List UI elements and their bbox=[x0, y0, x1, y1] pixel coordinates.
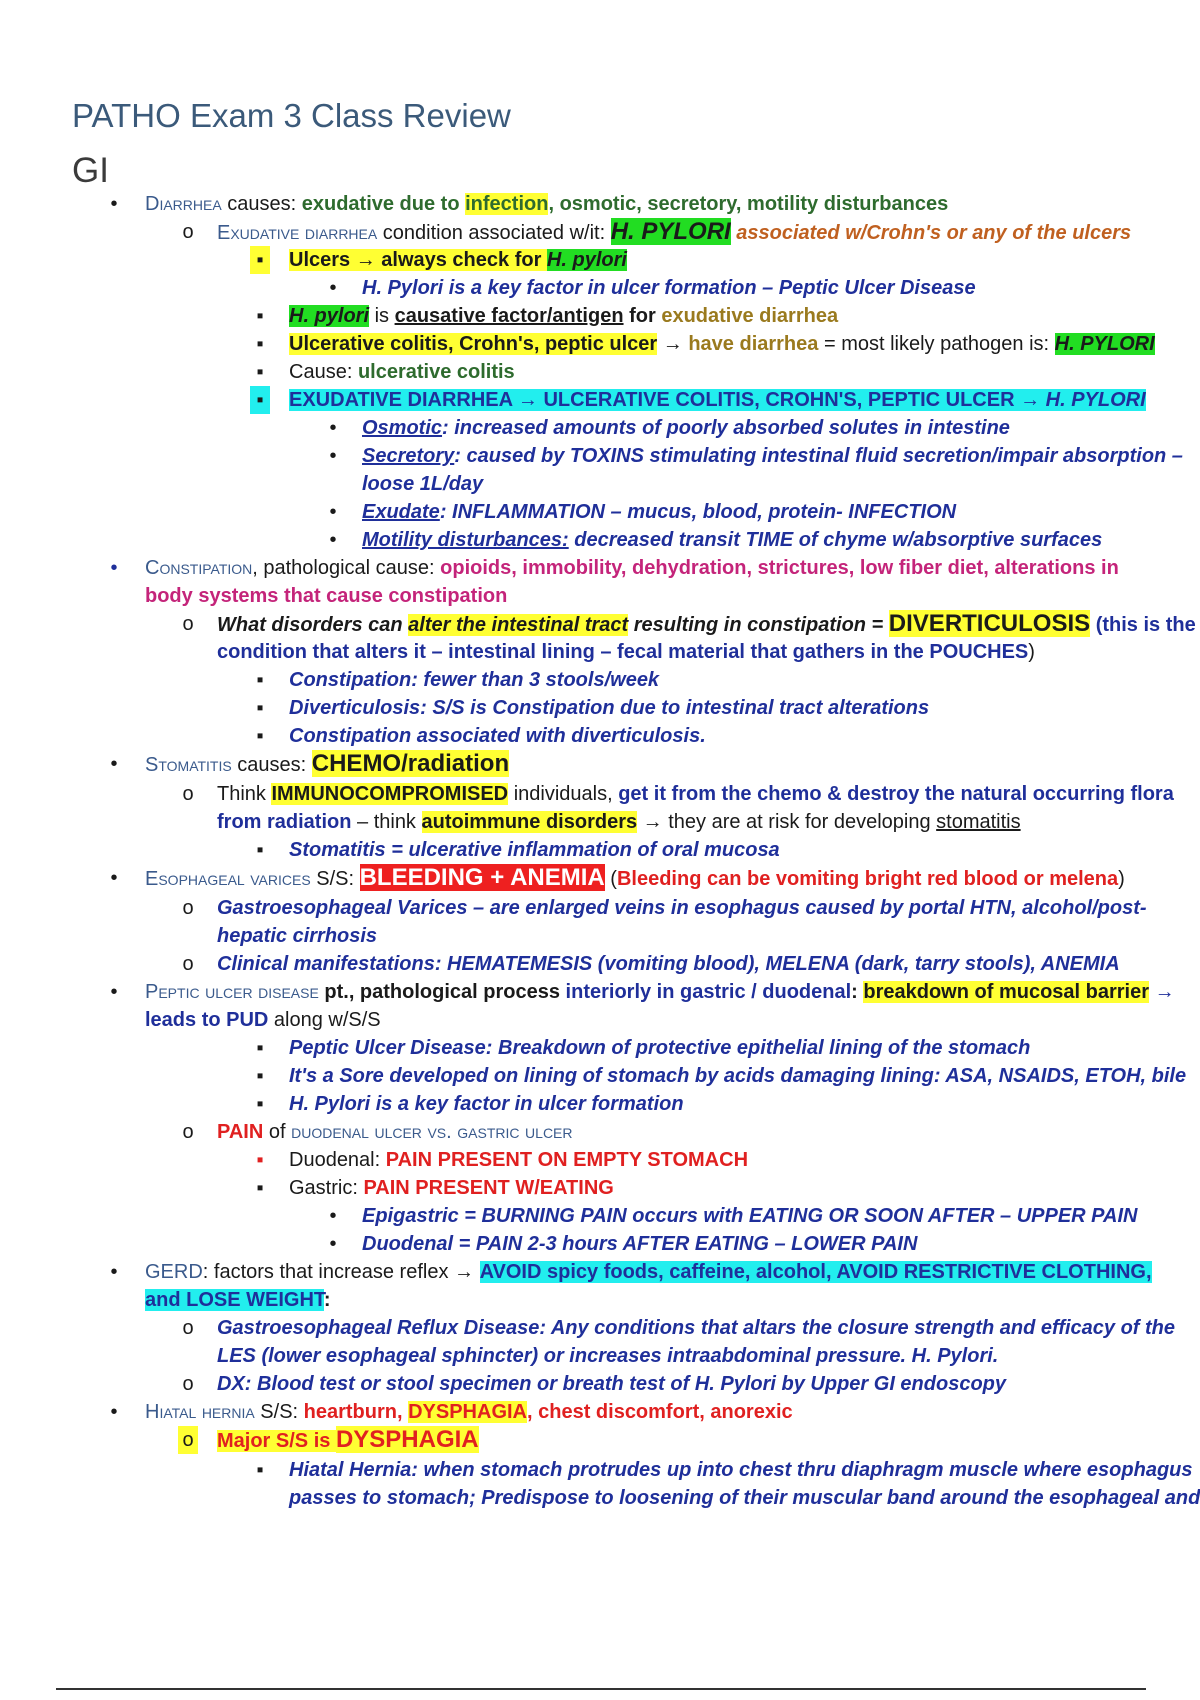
text-run: Bleeding can be vomiting bright red blood or melena bbox=[616, 868, 1119, 890]
text-run: H. pylori bbox=[546, 249, 627, 271]
note-line-continuation bbox=[0, 470, 1200, 498]
text-run: hepatic cirrhosis bbox=[217, 925, 378, 947]
text-run: : factors that increase reflex → bbox=[202, 1261, 480, 1283]
note-text bbox=[289, 1146, 748, 1174]
text-run: CHEMO/radiation bbox=[311, 750, 510, 777]
text-run: EXUDATIVE DIARRHEA → ULCERATIVE COLITIS, CROHN'S, PEPTIC ULCER → bbox=[289, 389, 1046, 411]
text-run: , osmotic, secretory, motility disturbances bbox=[548, 193, 949, 215]
text-run: , pathological cause: bbox=[252, 557, 441, 579]
text-run: IMMUNOCOMPROMISED bbox=[271, 783, 509, 805]
text-run: causes: bbox=[231, 754, 312, 776]
bullet-marker: ▪ bbox=[256, 1459, 264, 1481]
text-run: heartburn, bbox=[303, 1401, 409, 1423]
note-line bbox=[0, 274, 1200, 302]
document-title: PATHO Exam 3 Class Review bbox=[72, 97, 511, 134]
text-run: : caused by TOXINS stimulating intestinal fluid secretion/impair absorption – bbox=[454, 445, 1183, 467]
note-line bbox=[0, 246, 1200, 274]
text-run: – think bbox=[351, 811, 422, 833]
bullet-marker: • bbox=[110, 557, 118, 579]
text-run: breakdown of mucosal barrier bbox=[863, 981, 1150, 1003]
notes-list bbox=[0, 190, 1200, 1512]
note-text bbox=[289, 1456, 1193, 1484]
bullet-marker: ▪ bbox=[256, 1149, 264, 1171]
note-text bbox=[217, 1426, 479, 1455]
note-text bbox=[145, 1286, 331, 1314]
note-line-continuation bbox=[0, 1484, 1200, 1512]
footer-divider bbox=[56, 1688, 1146, 1690]
bullet-marker: ▪ bbox=[256, 1065, 264, 1087]
bullet-marker: ▪ bbox=[256, 697, 264, 719]
note-text bbox=[145, 1398, 793, 1426]
bullet-marker: ▪ bbox=[250, 246, 270, 274]
text-run: S/S: bbox=[254, 1401, 304, 1423]
note-line-continuation bbox=[0, 1342, 1200, 1370]
text-run: DIVERTICULOSIS bbox=[888, 610, 1091, 637]
note-text bbox=[362, 274, 976, 302]
note-line bbox=[0, 498, 1200, 526]
text-run: → bbox=[1149, 981, 1175, 1003]
note-text bbox=[217, 638, 1035, 666]
text-run: causative factor/antigen bbox=[394, 305, 624, 327]
text-run: : INFLAMMATION – mucus, blood, protein- INFECTION bbox=[439, 501, 957, 523]
note-text bbox=[362, 1230, 917, 1258]
bullet-marker: • bbox=[329, 445, 337, 467]
text-run: It's a Sore developed on lining of stomach by acids damaging lining: ASA, NSAIDS, ETOH, bile bbox=[289, 1065, 1187, 1087]
text-run: condition associated w/it: bbox=[377, 222, 611, 244]
note-text bbox=[289, 330, 1155, 358]
note-text bbox=[217, 1370, 1006, 1398]
bullet-marker: o bbox=[182, 783, 194, 805]
text-run: opioids, immobility, dehydration, strictures, low fiber diet, alterations in bbox=[440, 557, 1119, 579]
text-run: resulting in constipation = bbox=[628, 614, 889, 636]
text-run: pt., pathological process bbox=[318, 981, 566, 1003]
note-text bbox=[217, 894, 1147, 922]
text-run: Exudate bbox=[362, 501, 440, 523]
text-run: LES (lower esophageal sphincter) or increases intraabdominal pressure. H. Pylori. bbox=[217, 1345, 999, 1367]
note-text bbox=[289, 694, 929, 722]
note-line-continuation bbox=[0, 1286, 1200, 1314]
note-line-continuation bbox=[0, 638, 1200, 666]
text-run: PAIN PRESENT ON EMPTY STOMACH bbox=[385, 1149, 749, 1171]
note-line bbox=[0, 1456, 1200, 1484]
text-run: Secretory bbox=[362, 445, 455, 467]
text-run: loose 1L/day bbox=[362, 473, 484, 495]
text-run: DYSPHAGIA bbox=[335, 1426, 479, 1453]
note-line bbox=[0, 218, 1200, 246]
text-run: condition that alters it – intestinal lining – fecal material that gathers in the POUCHES bbox=[217, 641, 1029, 663]
note-text bbox=[145, 582, 507, 610]
note-line bbox=[0, 1230, 1200, 1258]
bullet-marker: ▪ bbox=[256, 1037, 264, 1059]
text-run: along w/S/S bbox=[268, 1009, 381, 1031]
note-text bbox=[289, 1090, 684, 1118]
note-text bbox=[289, 666, 659, 694]
note-text bbox=[362, 526, 1102, 554]
text-run: interiorly in gastric / duodenal bbox=[565, 981, 852, 1003]
note-text bbox=[217, 808, 1021, 836]
text-run: Hiatal hernia bbox=[145, 1401, 255, 1423]
text-run: Think bbox=[217, 783, 272, 805]
text-run: Constipation bbox=[145, 557, 253, 579]
text-run: ulcerative colitis bbox=[357, 361, 515, 383]
note-line bbox=[0, 1034, 1200, 1062]
note-text bbox=[289, 836, 780, 864]
bullet-marker: o bbox=[178, 1426, 198, 1454]
note-line bbox=[0, 610, 1200, 638]
bullet-marker: ▪ bbox=[256, 1093, 264, 1115]
text-run: exudative diarrhea bbox=[661, 305, 839, 327]
text-run: associated w/Crohn's or any of the ulcers bbox=[730, 222, 1132, 244]
text-run: causes: bbox=[221, 193, 302, 215]
bullet-marker: • bbox=[110, 193, 118, 215]
note-text bbox=[289, 302, 838, 330]
note-text bbox=[217, 950, 1120, 978]
note-text bbox=[145, 1006, 381, 1034]
text-run: H. PYLORI bbox=[1054, 333, 1155, 355]
text-run: Ulcers → always check for bbox=[289, 249, 547, 271]
section-heading-gi: GI bbox=[72, 151, 109, 190]
text-run: from radiation bbox=[217, 811, 352, 833]
bullet-marker: • bbox=[329, 501, 337, 523]
note-text bbox=[289, 358, 515, 386]
text-run: Stomatitis bbox=[145, 754, 232, 776]
bullet-marker: ▪ bbox=[256, 839, 264, 861]
text-run: Motility disturbances: bbox=[362, 529, 569, 551]
text-run: of bbox=[263, 1121, 292, 1143]
bullet-marker: ▪ bbox=[256, 725, 264, 747]
text-run: Ulcerative colitis, Crohn's, peptic ulcer bbox=[289, 333, 658, 355]
text-run: Stomatitis = ulcerative inflammation of oral mucosa bbox=[289, 839, 780, 861]
text-run: H. Pylori is a key factor in ulcer formation – Peptic Ulcer Disease bbox=[362, 277, 976, 299]
note-text bbox=[217, 1314, 1175, 1342]
text-run: Gastroesophageal Varices – are enlarged veins in esophagus caused by portal HTN, alcohol/post- bbox=[217, 897, 1147, 919]
text-run: Peptic ulcer disease bbox=[145, 981, 319, 1003]
text-run: Constipation: fewer than 3 stools/week bbox=[289, 669, 660, 691]
note-line bbox=[0, 1398, 1200, 1426]
text-run: GERD bbox=[145, 1261, 203, 1283]
text-run: = most likely pathogen is: bbox=[818, 333, 1055, 355]
note-line bbox=[0, 666, 1200, 694]
bullet-marker: o bbox=[182, 953, 194, 975]
text-run: Clinical manifestations: HEMATEMESIS (vomiting blood), MELENA (dark, tarry stools), ANEMIA bbox=[217, 953, 1120, 975]
bullet-marker: o bbox=[182, 613, 194, 635]
note-line bbox=[0, 1146, 1200, 1174]
text-run: What disorders can bbox=[217, 614, 409, 636]
note-text bbox=[145, 190, 948, 218]
note-text bbox=[362, 442, 1183, 470]
note-text bbox=[145, 978, 1175, 1006]
note-line bbox=[0, 1118, 1200, 1146]
text-run: is bbox=[369, 305, 395, 327]
text-run: : bbox=[323, 1289, 331, 1311]
text-run: → bbox=[657, 333, 689, 355]
bullet-marker: ▪ bbox=[256, 669, 264, 691]
text-run: ) bbox=[1118, 868, 1125, 890]
text-run: DYSPHAGIA bbox=[408, 1401, 527, 1423]
bullet-marker: • bbox=[110, 1401, 118, 1423]
text-run: stomatitis bbox=[936, 811, 1021, 833]
text-run: and LOSE WEIGHT bbox=[145, 1289, 324, 1311]
text-run: Gastric: bbox=[289, 1177, 364, 1199]
text-run: Peptic Ulcer Disease: Breakdown of protective epithelial lining of the stomach bbox=[289, 1037, 1031, 1059]
text-run: (this is the bbox=[1090, 614, 1196, 636]
note-text bbox=[217, 610, 1196, 639]
note-text bbox=[289, 386, 1146, 414]
note-line-continuation bbox=[0, 582, 1200, 610]
bullet-marker: ▪ bbox=[250, 386, 270, 414]
note-text bbox=[217, 922, 377, 950]
text-run: BLEEDING + ANEMIA bbox=[359, 864, 605, 891]
text-run: duodenal ulcer vs. gastric ulcer bbox=[291, 1121, 573, 1143]
text-run: Epigastric = BURNING PAIN occurs with EATING OR SOON AFTER – UPPER PAIN bbox=[362, 1205, 1138, 1227]
text-run: ( bbox=[604, 868, 617, 890]
note-line bbox=[0, 358, 1200, 386]
text-run: Exudative diarrhea bbox=[217, 222, 378, 244]
text-run: alter the intestinal tract bbox=[408, 614, 629, 636]
text-run: individuals, bbox=[508, 783, 619, 805]
bullet-marker: o bbox=[182, 1121, 194, 1143]
text-run: : bbox=[851, 981, 864, 1003]
note-line bbox=[0, 894, 1200, 922]
note-text bbox=[217, 1118, 573, 1146]
bullet-marker: • bbox=[110, 753, 118, 775]
note-text bbox=[289, 246, 627, 274]
text-run: decreased transit TIME of chyme w/absorptive surfaces bbox=[568, 529, 1103, 551]
bullet-marker: ▪ bbox=[256, 305, 264, 327]
note-line bbox=[0, 750, 1200, 780]
note-text bbox=[362, 1202, 1137, 1230]
text-run: DX: Blood test or stool specimen or breath test of H. Pylori by Upper GI endoscopy bbox=[217, 1373, 1007, 1395]
note-line bbox=[0, 694, 1200, 722]
note-line bbox=[0, 950, 1200, 978]
text-run: Esophageal varices bbox=[145, 868, 311, 890]
note-line bbox=[0, 386, 1200, 414]
text-run: PAIN PRESENT W/EATING bbox=[363, 1177, 614, 1199]
note-line-continuation bbox=[0, 808, 1200, 836]
text-run: autoimmune disorders bbox=[421, 811, 638, 833]
text-run: Duodenal: bbox=[289, 1149, 386, 1171]
text-run: Diarrhea bbox=[145, 193, 222, 215]
text-run: Osmotic bbox=[362, 417, 443, 439]
text-run: for bbox=[623, 305, 662, 327]
text-run: AVOID spicy foods, caffeine, alcohol, AVOID RESTRICTIVE CLOTHING, bbox=[479, 1261, 1152, 1283]
note-line bbox=[0, 780, 1200, 808]
text-run: have diarrhea bbox=[688, 333, 819, 355]
note-text bbox=[145, 554, 1119, 582]
note-text bbox=[362, 414, 1010, 442]
text-run: PAIN bbox=[217, 1121, 264, 1143]
note-text bbox=[289, 1484, 1200, 1512]
bullet-marker: • bbox=[329, 1233, 337, 1255]
bullet-marker: o bbox=[182, 221, 194, 243]
bullet-marker: o bbox=[182, 1317, 194, 1339]
note-line bbox=[0, 442, 1200, 470]
text-run: S/S: bbox=[310, 868, 360, 890]
text-run: leads to PUD bbox=[145, 1009, 269, 1031]
note-line bbox=[0, 1258, 1200, 1286]
note-line bbox=[0, 1174, 1200, 1202]
text-run: H. PYLORI bbox=[1045, 389, 1146, 411]
note-line bbox=[0, 414, 1200, 442]
text-run: H. Pylori is a key factor in ulcer formation bbox=[289, 1093, 684, 1115]
bullet-marker: ▪ bbox=[256, 333, 264, 355]
note-line bbox=[0, 302, 1200, 330]
bullet-marker: • bbox=[329, 529, 337, 551]
text-run: Hiatal Hernia: when stomach protrudes up into chest thru diaphragm muscle where esophagus bbox=[289, 1459, 1193, 1481]
bullet-marker: o bbox=[182, 1373, 194, 1395]
note-text bbox=[362, 470, 483, 498]
note-line-continuation bbox=[0, 1006, 1200, 1034]
bullet-marker: • bbox=[329, 1205, 337, 1227]
note-text bbox=[217, 1342, 998, 1370]
note-text bbox=[145, 864, 1125, 893]
bullet-marker: • bbox=[329, 417, 337, 439]
note-line bbox=[0, 1202, 1200, 1230]
note-text bbox=[289, 722, 706, 750]
note-line bbox=[0, 554, 1200, 582]
bullet-marker: o bbox=[182, 897, 194, 919]
text-run: Diverticulosis: S/S is Constipation due to intestinal tract alterations bbox=[289, 697, 930, 719]
note-line bbox=[0, 526, 1200, 554]
text-run: get it from the chemo & destroy the natural occurring flora bbox=[618, 783, 1174, 805]
note-line bbox=[0, 722, 1200, 750]
bullet-marker: • bbox=[110, 1261, 118, 1283]
bullet-marker: • bbox=[110, 981, 118, 1003]
note-line bbox=[0, 1314, 1200, 1342]
note-text bbox=[217, 780, 1174, 808]
text-run: → they are at risk for developing bbox=[637, 811, 937, 833]
note-line bbox=[0, 836, 1200, 864]
text-run: Major S/S is bbox=[217, 1430, 336, 1452]
text-run: ) bbox=[1028, 641, 1035, 663]
note-text bbox=[289, 1034, 1030, 1062]
text-run: Duodenal = PAIN 2-3 hours AFTER EATING – LOWER PAIN bbox=[362, 1233, 918, 1255]
note-line bbox=[0, 330, 1200, 358]
note-text bbox=[217, 218, 1131, 247]
note-line bbox=[0, 1090, 1200, 1118]
note-text bbox=[289, 1062, 1186, 1090]
text-run: , chest discomfort, anorexic bbox=[527, 1401, 793, 1423]
note-line bbox=[0, 190, 1200, 218]
note-line bbox=[0, 1062, 1200, 1090]
text-run: : increased amounts of poorly absorbed solutes in intestine bbox=[442, 417, 1010, 439]
text-run: Gastroesophageal Reflux Disease: Any conditions that altars the closure strength and efficacy of the bbox=[217, 1317, 1176, 1339]
bullet-marker: ▪ bbox=[256, 1177, 264, 1199]
note-text bbox=[289, 1174, 614, 1202]
note-line bbox=[0, 864, 1200, 894]
note-text bbox=[145, 1258, 1152, 1286]
text-run: H. PYLORI bbox=[610, 218, 731, 245]
note-line-continuation bbox=[0, 922, 1200, 950]
text-run: infection bbox=[465, 193, 549, 215]
bullet-marker: ▪ bbox=[256, 361, 264, 383]
bullet-marker: • bbox=[110, 867, 118, 889]
text-run: exudative due to bbox=[301, 193, 466, 215]
text-run: body systems that cause constipation bbox=[145, 585, 508, 607]
text-run: Constipation associated with diverticulosis. bbox=[289, 725, 706, 747]
note-line bbox=[0, 1370, 1200, 1398]
bullet-marker: • bbox=[329, 277, 337, 299]
note-line bbox=[0, 978, 1200, 1006]
note-text bbox=[145, 750, 509, 779]
note-line bbox=[0, 1426, 1200, 1456]
text-run: H. pylori bbox=[289, 305, 370, 327]
note-text bbox=[362, 498, 956, 526]
text-run: passes to stomach; Predispose to loosening of their muscular band around the esophageal and bbox=[289, 1487, 1200, 1509]
text-run: Cause: bbox=[289, 361, 358, 383]
